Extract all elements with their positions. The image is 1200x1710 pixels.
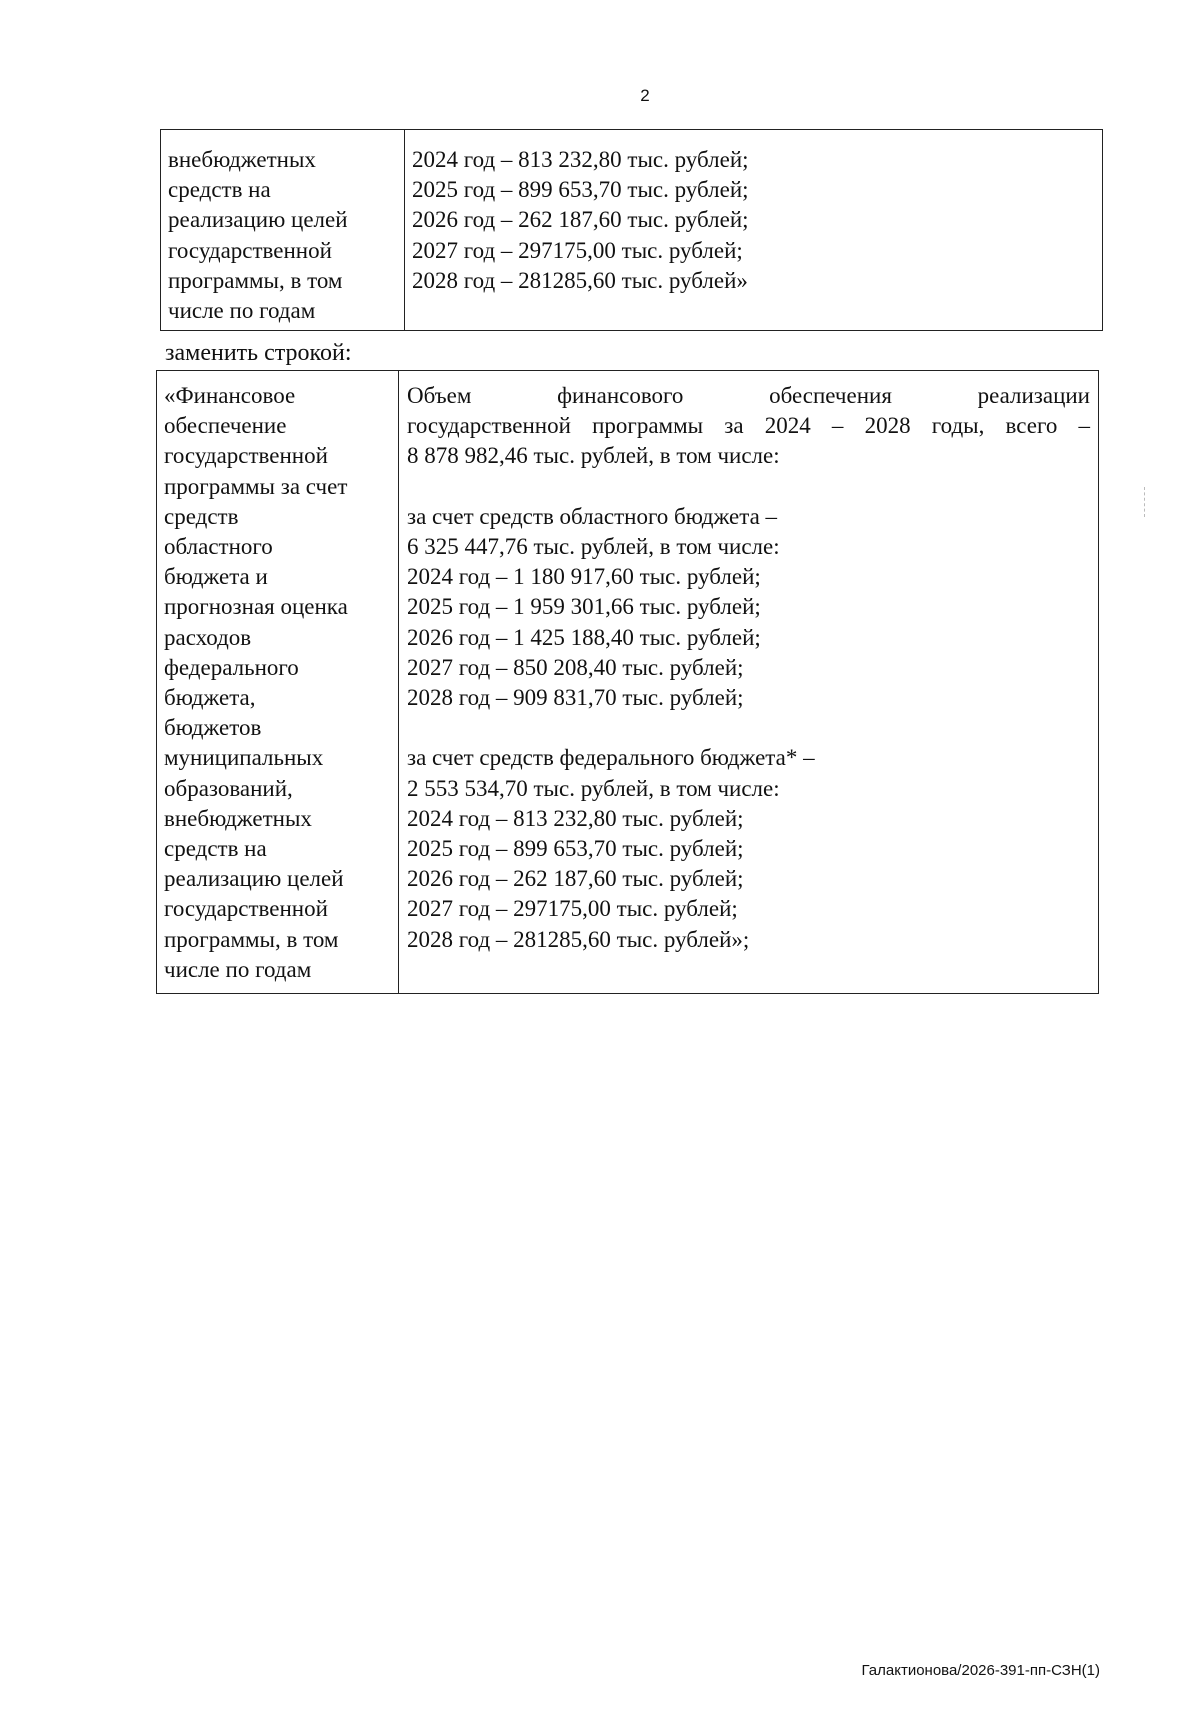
row-label-text: [168, 145, 396, 326]
text-line: программы за счет: [164, 473, 348, 499]
text-line: государственной программы за 2024 – 2028 годы, всего –: [407, 413, 1090, 439]
text-line: бюджета,: [164, 685, 256, 711]
text-line: расходов: [164, 624, 252, 650]
text-line: 2026 год – 1 425 188,40 тыс. рублей;: [407, 624, 761, 650]
text-line: числе по годам: [164, 956, 312, 982]
text-line: 2025 год – 899 653,70 тыс. рублей;: [407, 836, 744, 862]
text-line: бюджетов: [164, 715, 262, 741]
instruction-text: заменить строкой:: [165, 340, 352, 366]
text-line: 2024 год – 1 180 917,60 тыс. рублей;: [407, 564, 761, 590]
row-label-cell: [161, 130, 405, 331]
text-line: федерального: [164, 654, 299, 680]
text-line: государственной: [164, 896, 328, 922]
text-line: 2 553 534,70 тыс. рублей, в том числе:: [407, 775, 780, 801]
table-continuation: [160, 129, 1103, 331]
text-line: реализацию целей: [164, 866, 344, 892]
text-line: внебюджетных: [168, 147, 316, 172]
page-number: 2: [640, 86, 650, 105]
text-line: 2027 год – 297175,00 тыс. рублей;: [412, 237, 743, 263]
table-replacement: [156, 370, 1099, 994]
text-line: числе по годам: [168, 298, 316, 324]
text-line: 6 325 447,76 тыс. рублей, в том числе:: [407, 534, 780, 559]
text-line: средств на: [168, 177, 271, 203]
row-value-cell: [405, 130, 1103, 331]
row-value-cell: [399, 371, 1099, 994]
text-line: 2025 год – 899 653,70 тыс. рублей;: [412, 177, 749, 203]
text-line: за счет средств федерального бюджета* –: [407, 745, 815, 771]
text-line: 2028 год – 909 831,70 тыс. рублей;: [407, 685, 744, 711]
text-line: муниципальных: [164, 745, 324, 771]
text-line: [407, 472, 1090, 502]
text-line: 8 878 982,46 тыс. рублей, в том числе:: [407, 443, 780, 469]
text-line: реализацию целей: [168, 207, 348, 233]
table-row: [161, 130, 1103, 331]
text-line: 2026 год – 262 187,60 тыс. рублей;: [407, 866, 744, 892]
text-line: 2025 год – 1 959 301,66 тыс. рублей;: [407, 594, 761, 620]
text-line: программы, в том: [168, 267, 343, 293]
text-line: государственной: [164, 443, 328, 469]
table-row: [157, 371, 1099, 994]
text-line: 2028 год – 281285,60 тыс. рублей»: [412, 267, 748, 293]
text-line: 2024 год – 813 232,80 тыс. рублей;: [412, 147, 749, 172]
text-line: «Финансовое: [164, 383, 296, 408]
text-line: средств: [164, 503, 239, 529]
text-line: средств на: [164, 836, 267, 862]
text-line: обеспечение: [164, 413, 287, 439]
text-line: программы, в том: [164, 926, 339, 952]
text-line: за счет средств областного бюджета –: [407, 503, 778, 529]
document-code: Галактионова/2026-391-пп-СЗН(1): [861, 1662, 1100, 1679]
text-line: бюджета и: [164, 564, 268, 590]
row-value-text: [412, 145, 1096, 296]
text-line: [407, 713, 1090, 743]
text-line: образований,: [164, 775, 293, 801]
text-line: внебюджетных: [164, 805, 312, 831]
text-line: 2024 год – 813 232,80 тыс. рублей;: [407, 805, 744, 831]
text-line: государственной: [168, 237, 332, 263]
text-line: 2027 год – 850 208,40 тыс. рублей;: [407, 654, 744, 680]
text-line: 2026 год – 262 187,60 тыс. рублей;: [412, 207, 749, 233]
scan-artifact-mark: [1144, 487, 1146, 517]
row-value-text: [407, 381, 1090, 955]
text-line: 2028 год – 281285,60 тыс. рублей»;: [407, 926, 750, 952]
text-line: Объем финансового обеспечения реализации: [407, 383, 1090, 408]
text-line: 2027 год – 297175,00 тыс. рублей;: [407, 896, 738, 922]
text-line: областного: [164, 534, 273, 560]
row-label-text: [164, 381, 392, 985]
row-label-cell: [157, 371, 399, 994]
text-line: прогнозная оценка: [164, 594, 348, 620]
